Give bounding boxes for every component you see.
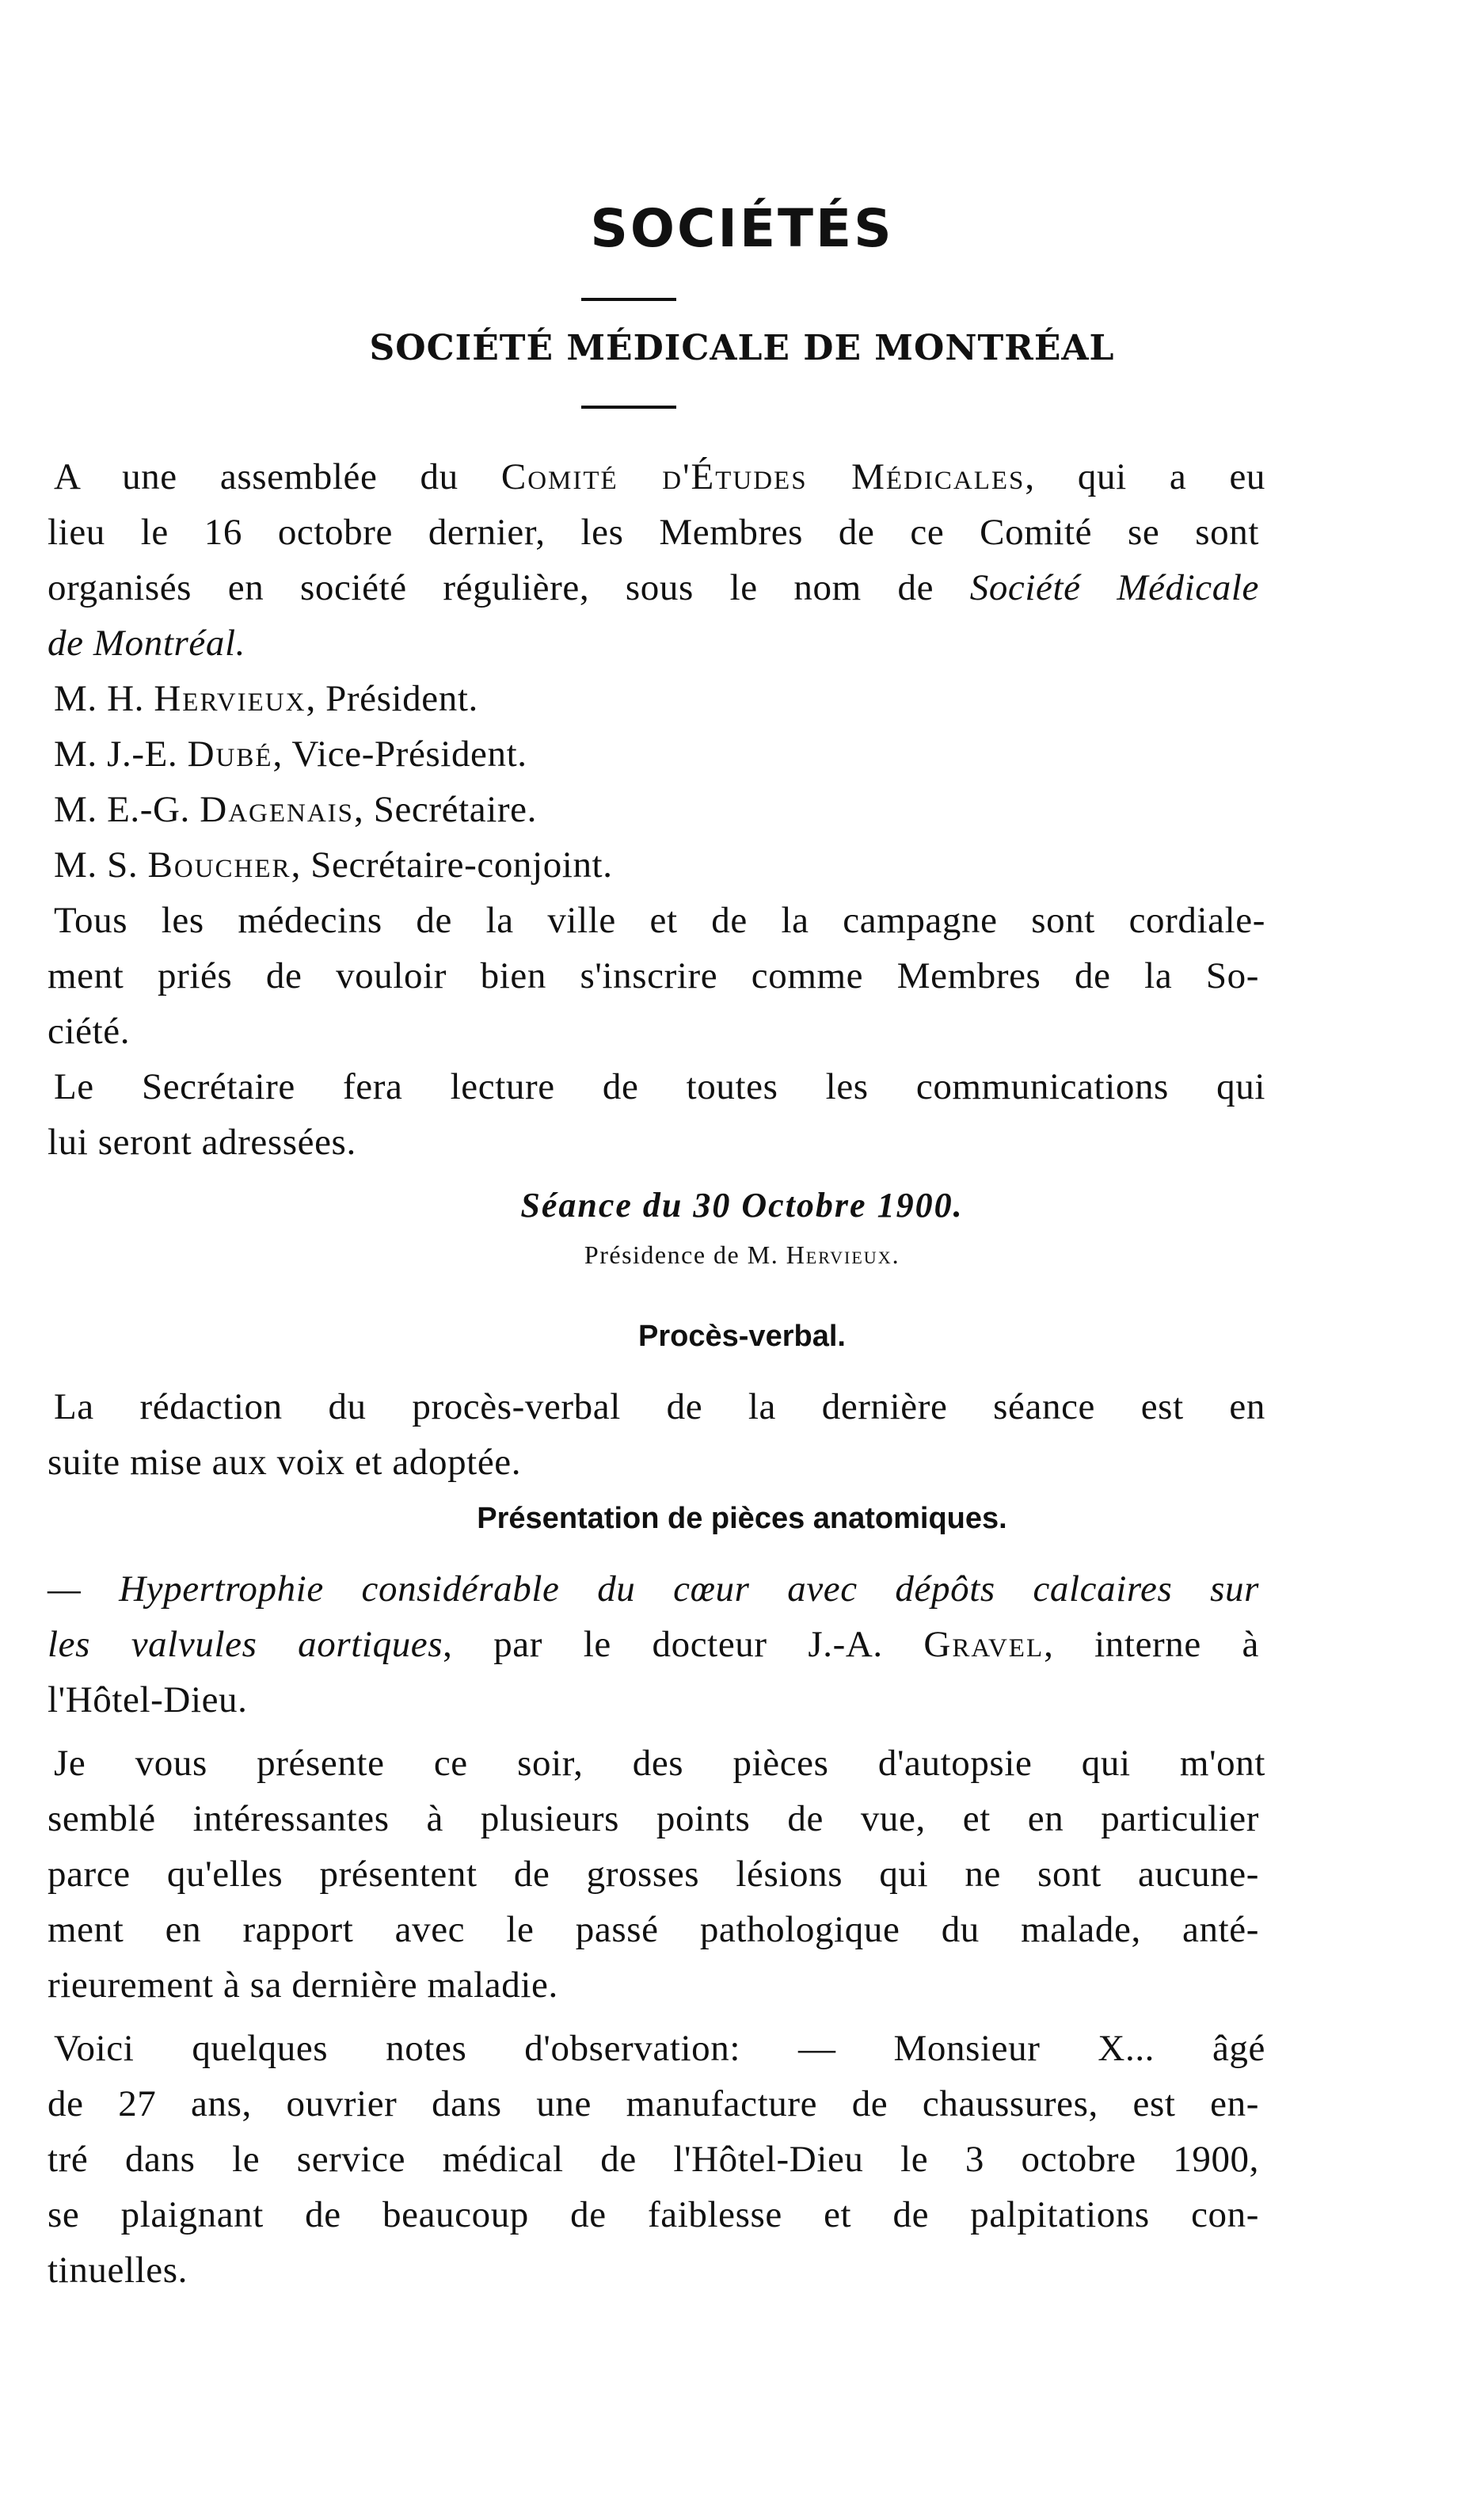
officer-role: , Vice-Président. [272, 733, 527, 775]
subtitle-rule [581, 406, 676, 409]
proces-verbal-line-2: suite mise aux voix et adoptée. [48, 1442, 522, 1483]
officer-role: , Secrétaire-conjoint. [291, 844, 613, 886]
body1-line-1: Je vous présente ce soir, des pièces d'autopsie qui m'ont [54, 1743, 1265, 1784]
officer-initials: M. H. [54, 678, 154, 719]
pieces-text: , interne à [1044, 1624, 1259, 1665]
body2-line-4: se plaignant de beaucoup de faiblesse et de palpitations con- [48, 2194, 1259, 2235]
secretary-line-2: lui seront adressées. [48, 1122, 356, 1163]
officer-initials: M. S. [54, 844, 148, 886]
officer-role: , Secrétaire. [354, 789, 537, 830]
pieces-line-1 [48, 1565, 1259, 1613]
officer-president [54, 675, 1265, 722]
officer-initials: M. J.-E. [54, 733, 188, 775]
intro-line-4 [48, 619, 1259, 667]
body2-line-2: de 27 ans, ouvrier dans une manufacture de chaussures, est en- [48, 2083, 1259, 2124]
pieces-line-3: l'Hôtel-Dieu. [48, 1679, 248, 1720]
body1-line-3: parce qu'elles présentent de grosses lésions qui ne sont aucune- [48, 1854, 1259, 1895]
officer-name: Dagenais [200, 789, 355, 830]
invitation-line-3: ciété. [48, 1011, 131, 1052]
body1-line-5: rieurement à sa dernière maladie. [48, 1964, 558, 2006]
pieces-text: , par le docteur J.-A. [443, 1624, 924, 1665]
officer-initials: M. E.-G. [54, 789, 200, 830]
body2-line-1: Voici quelques notes d'observation: — Monsieur X... âgé [54, 2028, 1265, 2069]
doctor-name: Gravel [923, 1624, 1045, 1665]
proces-verbal-heading: Procès-verbal. [638, 1320, 846, 1353]
society-name-heading: SOCIÉTÉ MÉDICALE DE MONTRÉAL [369, 328, 1115, 368]
body1-line-4: ment en rapport avec le passé pathologique du malade, anté- [48, 1909, 1259, 1950]
body2-line-5: tinuelles. [48, 2250, 188, 2291]
officer-name: Boucher [147, 844, 291, 886]
body1-line-2: semblé intéressantes à plusieurs points de vue, et en particulier [48, 1798, 1259, 1839]
presidence-text: . [892, 1240, 900, 1269]
intro-text: organisés en société régulière, sous le nom de [48, 567, 970, 608]
society-city-italic: de Montréal. [48, 623, 245, 664]
invitation-line-2: ment priés de vouloir bien s'inscrire comme Membres de la So- [48, 955, 1259, 996]
pieces-line-2 [48, 1621, 1259, 1668]
intro-line-3 [48, 564, 1259, 612]
officer-name: Dubé [187, 733, 273, 775]
session-title: Séance du 30 Octobre 1900. [520, 1186, 964, 1225]
title-rule [581, 298, 676, 301]
intro-line-2: lieu le 16 octobre dernier, les Membres de ce Comité se sont [48, 512, 1259, 553]
secretary-line-1: Le Secrétaire fera lecture de toutes les communications qui [54, 1066, 1265, 1107]
officer-vice-president [54, 730, 1265, 778]
specimen-title-italic: les valvules aortiques [48, 1624, 443, 1665]
society-name-italic: Société Médicale [969, 567, 1259, 608]
session-presidence [0, 1240, 1484, 1270]
officer-role: , Président. [306, 678, 478, 719]
presidence-name: Hervieux [786, 1240, 892, 1269]
officer-secretary [54, 786, 1265, 833]
invitation-line-1: Tous les médecins de la ville et de la campagne sont cordiale- [54, 900, 1265, 941]
intro-text: A une assemblée du [54, 456, 501, 497]
proces-verbal-line-1: La rédaction du procès-verbal de la dernière séance est en [54, 1386, 1265, 1427]
intro-text: , qui a eu [1025, 456, 1266, 497]
committee-name: Comité d'Études Médicales [500, 456, 1025, 497]
officer-name: Hervieux [154, 678, 306, 719]
presidence-text: Présidence de M. [584, 1240, 786, 1269]
intro-line-1 [54, 453, 1265, 501]
officer-co-secretary [54, 841, 1265, 889]
section-title: SOCIÉTÉS [590, 198, 894, 259]
specimen-title-italic: — Hypertrophie considérable du cœur avec dépôts calcaires sur [48, 1568, 1259, 1610]
pieces-heading: Présentation de pièces anatomiques. [477, 1502, 1007, 1535]
body2-line-3: tré dans le service médical de l'Hôtel-Dieu le 3 octobre 1900, [48, 2139, 1259, 2180]
